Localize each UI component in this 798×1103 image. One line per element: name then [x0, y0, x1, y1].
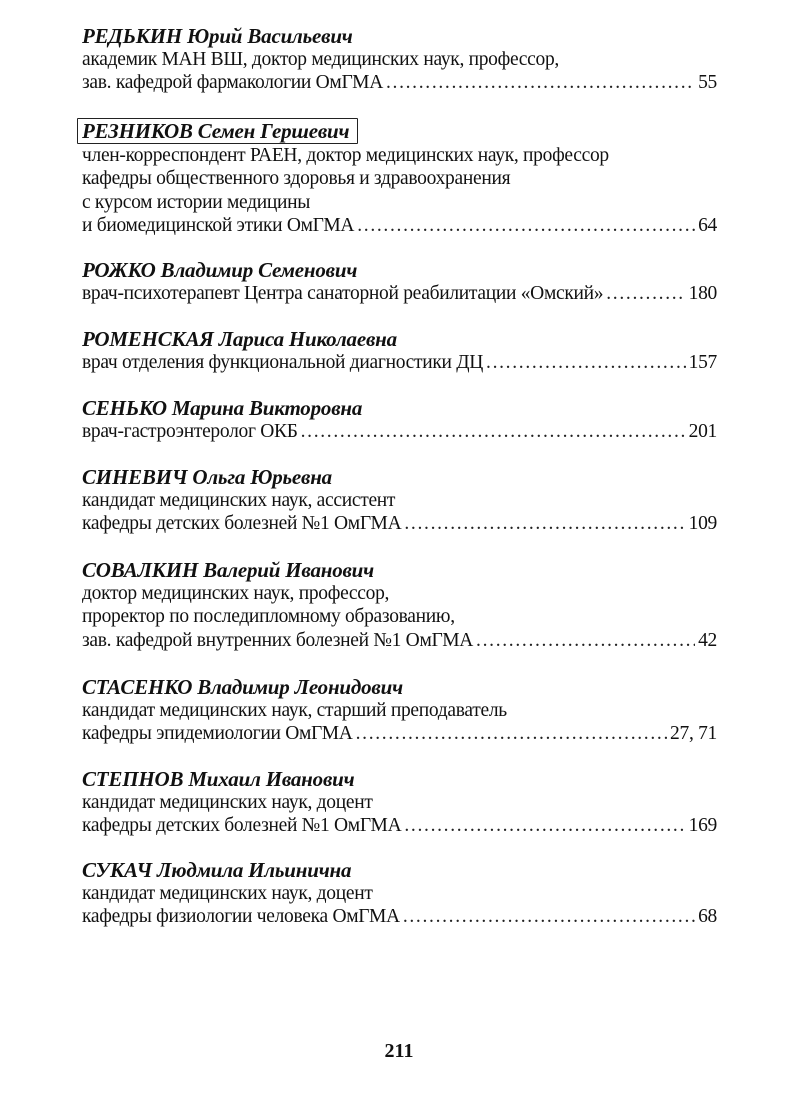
index-entry: [82, 465, 722, 536]
index-entry: [82, 858, 722, 929]
entry-last-line: кафедры детских болезней №1 ОмГМА: [82, 513, 402, 535]
index-entry: [82, 24, 722, 95]
person-name: РЕДЬКИН Юрий Васильевич: [82, 24, 353, 48]
page-reference: 157: [688, 352, 717, 373]
dot-leader: [476, 629, 695, 652]
entry-last-line: кафедры физиологии человека ОмГМА: [82, 906, 400, 928]
entry-last-line: врач-гастроэнтеролог ОКБ: [82, 421, 298, 442]
toc-line: [82, 282, 717, 305]
person-name: СИНЕВИЧ Ольга Юрьевна: [82, 465, 332, 489]
page-reference: 55: [698, 72, 717, 94]
entry-line: проректор по последипломному образованию,: [82, 606, 455, 628]
page-reference: 64: [698, 214, 717, 236]
toc-line: [82, 351, 717, 374]
page-reference: 109: [688, 513, 717, 535]
toc-line: [82, 512, 717, 535]
entry-line: член-корреспондент РАЕН, доктор медицинских наук, профессор: [82, 145, 609, 166]
entry-last-line: зав. кафедрой фармакологии ОмГМА: [82, 72, 383, 94]
dot-leader: [356, 722, 667, 745]
person-name: РОЖКО Владимир Семенович: [82, 258, 358, 282]
person-name: СУКАЧ Людмила Ильинична: [82, 858, 352, 882]
dot-leader: [404, 814, 685, 837]
toc-line: [82, 814, 717, 837]
toc-line: [82, 629, 717, 652]
page-reference: 169: [688, 815, 717, 837]
entry-line: кандидат медицинских наук, доцент: [82, 883, 373, 904]
page-reference: 42: [698, 629, 717, 651]
entry-last-line: врач-психотерапевт Центра санаторной реабилитации «Омский»: [82, 283, 604, 304]
entry-last-line: и биомедицинской этики ОмГМА: [82, 214, 355, 236]
dot-leader: [357, 214, 695, 237]
page-reference: 180: [688, 283, 717, 304]
index-entry: [82, 767, 722, 838]
toc-line: [82, 420, 717, 443]
person-name: СЕНЬКО Марина Викторовна: [82, 396, 363, 420]
toc-line: [82, 71, 717, 94]
index-entry: [82, 327, 722, 374]
page-reference: 27, 71: [670, 723, 717, 745]
page-number: 211: [384, 1040, 414, 1062]
entry-last-line: кафедры детских болезней №1 ОмГМА: [82, 815, 402, 837]
entry-line: кандидат медицинских наук, доцент: [82, 792, 373, 813]
entry-line: кандидат медицинских наук, ассистент: [82, 490, 396, 511]
entry-line: академик МАН ВШ, доктор медицинских наук, профессор,: [82, 49, 559, 70]
dot-leader: [403, 905, 695, 928]
entry-last-line: зав. кафедрой внутренних болезней №1 ОмГМА: [82, 629, 474, 651]
dot-leader: [386, 71, 695, 94]
dot-leader: [301, 420, 686, 443]
dot-leader: [606, 282, 685, 305]
entry-last-line: кафедры эпидемиологии ОмГМА: [82, 723, 353, 745]
entry-line: с курсом истории медицины: [82, 191, 311, 213]
index-entry: [82, 396, 722, 443]
toc-line: [82, 722, 717, 745]
page-reference: 201: [688, 421, 717, 442]
person-name: СТАСЕНКО Владимир Леонидович: [82, 675, 403, 699]
page-reference: 68: [698, 906, 717, 928]
person-name: СТЕПНОВ Михаил Иванович: [82, 767, 355, 791]
entry-line: доктор медицинских наук, профессор,: [82, 583, 390, 604]
toc-line: [82, 214, 717, 237]
dot-leader: [404, 512, 685, 535]
index-entry: [82, 675, 722, 746]
index-entry: [82, 558, 722, 652]
index-entry: [82, 118, 722, 237]
index-entry: [82, 258, 722, 305]
person-name: РОМЕНСКАЯ Лариса Николаевна: [82, 327, 397, 351]
dot-leader: [486, 351, 686, 374]
entry-last-line: врач отделения функциональной диагностики ДЦ: [82, 352, 484, 373]
person-name: СОВАЛКИН Валерий Иванович: [82, 558, 374, 582]
person-name: РЕЗНИКОВ Семен Гершевич: [77, 118, 358, 144]
toc-line: [82, 905, 717, 928]
entry-line: кафедры общественного здоровья и здравоохранения: [82, 168, 511, 190]
entry-line: кандидат медицинских наук, старший преподаватель: [82, 700, 507, 721]
